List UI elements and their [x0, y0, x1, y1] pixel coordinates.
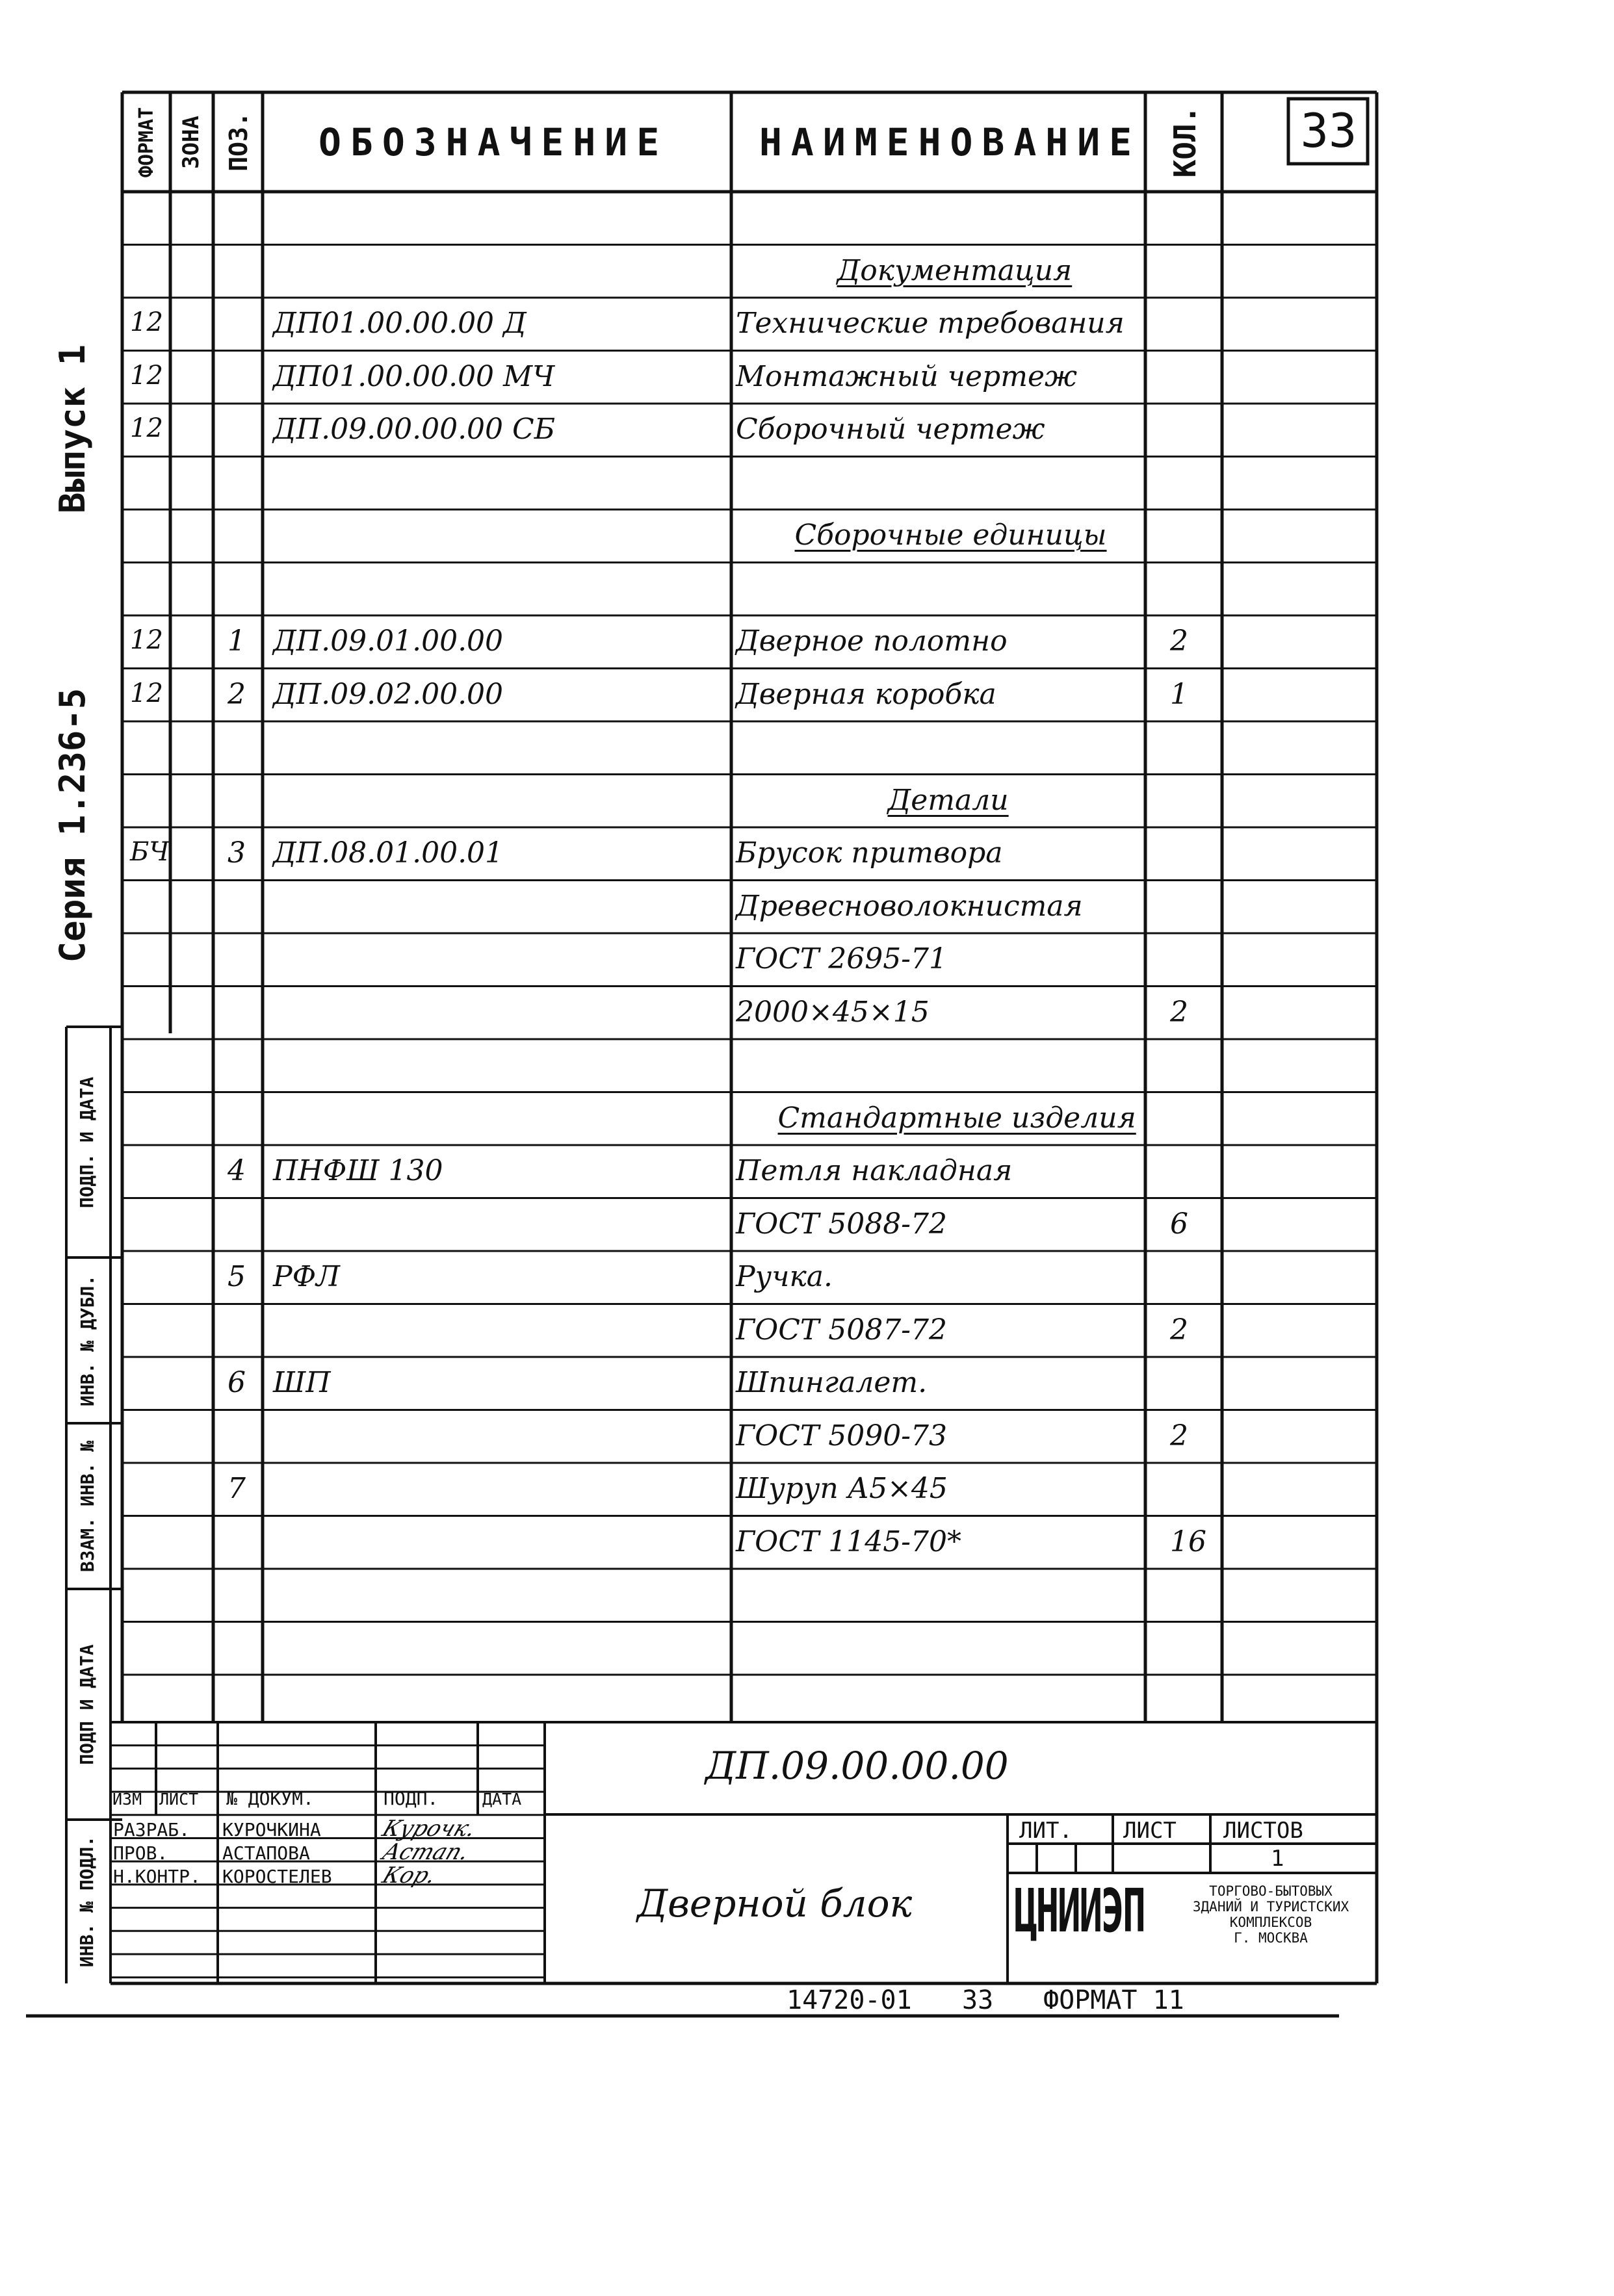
- qty-cell: 2: [1170, 1419, 1188, 1452]
- release-label: Выпуск 1: [52, 344, 93, 514]
- footer-page: 33: [962, 1985, 994, 2015]
- qty-cell: 2: [1170, 625, 1188, 658]
- table-row: [0, 1092, 1377, 1146]
- header-qty: КОЛ.: [1167, 105, 1203, 178]
- table-row: [0, 827, 1377, 881]
- name-cell: ГОСТ 5088-72: [736, 1207, 948, 1241]
- designation-cell: ПНФШ 130: [273, 1154, 443, 1187]
- org-line: КОМПЛЕКСОВ: [1229, 1915, 1312, 1930]
- name-cell: Документация: [837, 253, 1073, 287]
- name-cell: Брусок притвора: [736, 836, 1003, 870]
- person-name: АСТАПОВА: [222, 1842, 310, 1864]
- name-cell: Детали: [887, 783, 1009, 817]
- strip-repl-inv: ВЗАМ. ИНВ. №: [77, 1440, 98, 1573]
- name-cell: ГОСТ 1145-70*: [736, 1525, 962, 1558]
- strip-sign-date-1: ПОДП. И ДАТА: [76, 1076, 98, 1209]
- format-cell: 12: [130, 625, 163, 655]
- table-row: [0, 1039, 1377, 1092]
- sheet-label: ЛИСТ: [1123, 1818, 1177, 1844]
- role-label: Н.КОНТР.: [113, 1866, 201, 1887]
- strip-sign-date-2: ПОДП И ДАТА: [76, 1644, 98, 1765]
- name-cell: Шуруп А5×45: [736, 1472, 948, 1505]
- doc-title: Дверной блок: [637, 1881, 913, 1926]
- sheets-value: 1: [1271, 1846, 1284, 1872]
- qty-cell: 2: [1170, 1313, 1188, 1347]
- name-cell: ГОСТ 5087-72: [736, 1313, 948, 1347]
- name-cell: Древесноволокнистая: [736, 889, 1083, 923]
- strip-orig-inv: ИНВ. № ПОДЛ.: [76, 1835, 98, 1968]
- name-cell: Стандартные изделия: [777, 1101, 1136, 1135]
- format-cell: 12: [130, 360, 163, 391]
- format-cell: 12: [130, 678, 163, 708]
- name-cell: ГОСТ 2695-71: [736, 942, 948, 975]
- table-row: [0, 1304, 1377, 1358]
- footer-code: 14720-01: [787, 1985, 912, 2015]
- org-line: ЗДАНИЙ И ТУРИСТСКИХ: [1192, 1899, 1349, 1915]
- pos-cell: 6: [228, 1366, 246, 1399]
- signature: Курочк.: [378, 1816, 480, 1842]
- table-row: [0, 404, 1377, 457]
- table-row: [0, 1198, 1377, 1252]
- pos-cell: 7: [228, 1472, 246, 1505]
- org-line: Г. МОСКВА: [1234, 1930, 1308, 1946]
- designation-cell: РФЛ: [273, 1260, 340, 1293]
- table-row: [0, 1145, 1377, 1198]
- name-cell: Ручка.: [736, 1260, 833, 1293]
- table-row: [0, 933, 1377, 987]
- header-format: ФОРМАТ: [135, 107, 158, 178]
- header-pos: ПОЗ.: [224, 112, 253, 172]
- person-name: КОРОСТЕЛЕВ: [222, 1866, 332, 1887]
- role-label: ПРОВ.: [113, 1842, 168, 1864]
- table-row: [0, 881, 1377, 934]
- table-row: [0, 351, 1377, 404]
- strip-dup-inv: ИНВ. № ДУБЛ.: [77, 1274, 98, 1407]
- table-row: [0, 1516, 1377, 1569]
- footer-format: ФОРМАТ 11: [1043, 1985, 1184, 2015]
- col-date: ДАТА: [482, 1790, 522, 1809]
- table-row: [0, 298, 1377, 351]
- table-row: [0, 457, 1377, 510]
- qty-cell: 16: [1170, 1525, 1206, 1558]
- designation-cell: ДП.08.01.00.01: [273, 836, 504, 870]
- sheet-number: 33: [1300, 103, 1357, 158]
- designation-cell: ШП: [273, 1366, 331, 1399]
- col-doc: № ДОКУМ.: [226, 1788, 314, 1809]
- person-name: КУРОЧКИНА: [222, 1819, 321, 1840]
- table-row: [0, 775, 1377, 828]
- table-row: [0, 615, 1377, 669]
- designation-cell: ДП01.00.00.00 МЧ: [273, 359, 555, 393]
- table-row: [0, 1463, 1377, 1516]
- header-designation: ОБОЗНАЧЕНИЕ: [319, 120, 669, 164]
- col-sign: ПОДП.: [384, 1788, 439, 1809]
- pos-cell: 2: [228, 677, 246, 711]
- doc-number: ДП.09.00.00.00: [705, 1744, 1009, 1788]
- designation-cell: ДП01.00.00.00 Д: [273, 307, 527, 340]
- table-row: [0, 1251, 1377, 1304]
- name-cell: Сборочный чертеж: [736, 413, 1045, 446]
- table-row: [0, 1569, 1377, 1622]
- table-row: [0, 1622, 1377, 1675]
- qty-cell: 2: [1170, 995, 1188, 1029]
- signature: Кор.: [378, 1863, 440, 1889]
- pos-cell: 1: [228, 625, 246, 658]
- name-cell: Сборочные единицы: [794, 519, 1107, 552]
- table-row: [0, 192, 1377, 245]
- institute-logo: ЦНИИЭП: [1014, 1876, 1145, 1946]
- header-name: НАИМЕНОВАНИЕ: [759, 120, 1141, 164]
- name-cell: 2000×45×15: [736, 995, 930, 1029]
- name-cell: Шпингалет.: [736, 1366, 928, 1399]
- lit-label: ЛИТ.: [1019, 1818, 1073, 1844]
- pos-cell: 5: [228, 1260, 246, 1293]
- role-label: РАЗРАБ.: [113, 1819, 190, 1840]
- table-row: [0, 987, 1377, 1040]
- org-line: ТОРГОВО-БЫТОВЫХ: [1209, 1883, 1333, 1899]
- pos-cell: 4: [228, 1154, 246, 1187]
- format-cell: 12: [130, 307, 163, 337]
- series-label: Серия 1.236-5: [52, 688, 93, 963]
- col-izm: ИЗМ: [112, 1790, 142, 1809]
- table-row: [0, 721, 1377, 775]
- qty-cell: 6: [1170, 1207, 1188, 1241]
- name-cell: Технические требования: [736, 307, 1125, 340]
- format-cell: БЧ: [130, 837, 170, 867]
- table-row: [0, 1675, 1377, 1728]
- designation-cell: ДП.09.02.00.00: [273, 677, 504, 711]
- organization-name: [1164, 1883, 1378, 1946]
- table-row: [0, 245, 1377, 298]
- name-cell: Дверная коробка: [736, 677, 996, 711]
- signature: Астап.: [378, 1839, 473, 1865]
- name-cell: Петля накладная: [736, 1154, 1013, 1187]
- col-list: ЛИСТ: [159, 1790, 199, 1809]
- qty-cell: 1: [1170, 677, 1188, 711]
- pos-cell: 3: [228, 836, 246, 870]
- name-cell: ГОСТ 5090-73: [736, 1419, 948, 1452]
- table-row: [0, 510, 1377, 563]
- name-cell: Монтажный чертеж: [736, 359, 1077, 393]
- table-row: [0, 1410, 1377, 1464]
- sheets-label: ЛИСТОВ: [1223, 1818, 1303, 1844]
- table-row: [0, 1357, 1377, 1410]
- format-cell: 12: [130, 413, 163, 443]
- table-row: [0, 669, 1377, 722]
- table-row: [0, 563, 1377, 616]
- name-cell: Дверное полотно: [736, 625, 1008, 658]
- designation-cell: ДП.09.00.00.00 СБ: [273, 413, 556, 446]
- designation-cell: ДП.09.01.00.00: [273, 625, 504, 658]
- header-zone: ЗОНА: [178, 116, 204, 169]
